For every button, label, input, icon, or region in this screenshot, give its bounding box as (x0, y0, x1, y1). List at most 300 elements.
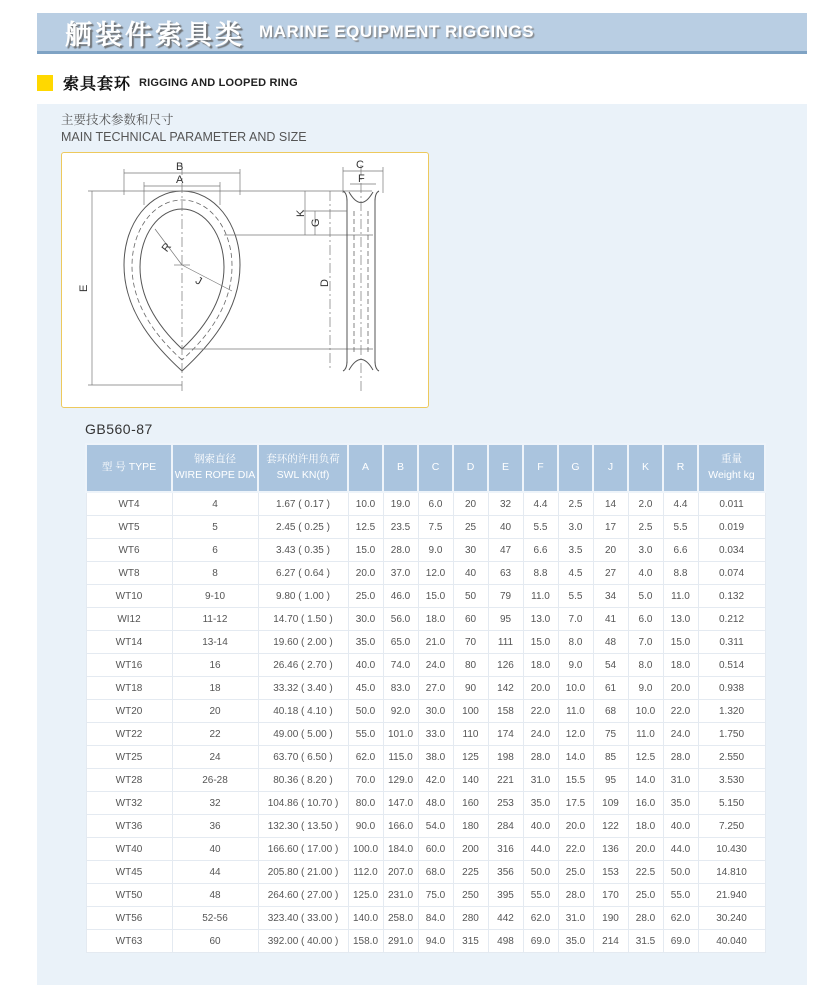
table-cell: 11-12 (172, 608, 258, 631)
table-cell: 125 (453, 746, 488, 769)
table-row (86, 654, 765, 677)
parameter-caption-en: MAIN TECHNICAL PARAMETER AND SIZE (61, 129, 307, 144)
table-cell: 65.0 (383, 631, 418, 654)
table-cell: 100 (453, 700, 488, 723)
table-cell: 12.5 (348, 516, 383, 539)
table-cell: 35.0 (523, 792, 558, 815)
table-row (86, 792, 765, 815)
table-cell: 15.0 (663, 631, 698, 654)
table-cell: 442 (488, 907, 523, 930)
table-cell: 16.0 (628, 792, 663, 815)
table-cell: 31.5 (628, 930, 663, 953)
table-row (86, 492, 765, 516)
table-cell: 14.70 ( 1.50 ) (258, 608, 348, 631)
table-cell: 19.60 ( 2.00 ) (258, 631, 348, 654)
thimble-technical-drawing (62, 153, 428, 407)
table-cell: 250 (453, 884, 488, 907)
table-cell: 40 (488, 516, 523, 539)
table-cell: 140 (453, 769, 488, 792)
table-cell: WT32 (86, 792, 172, 815)
table-cell: 11.0 (663, 585, 698, 608)
table-cell: 41 (593, 608, 628, 631)
table-cell: 90.0 (348, 815, 383, 838)
table-cell: 40.0 (523, 815, 558, 838)
table-cell: 8.8 (663, 562, 698, 585)
table-cell: 28.0 (558, 884, 593, 907)
table-cell: 174 (488, 723, 523, 746)
table-cell: 316 (488, 838, 523, 861)
table-cell: 315 (453, 930, 488, 953)
table-cell: 50 (453, 585, 488, 608)
table-cell: 0.938 (698, 677, 765, 700)
table-cell: 40 (172, 838, 258, 861)
column-header: 型 号 TYPE (86, 444, 172, 492)
table-row (86, 861, 765, 884)
table-cell: 1.750 (698, 723, 765, 746)
table-cell: 4.0 (628, 562, 663, 585)
dim-label-D: D (319, 279, 331, 287)
table-row (86, 585, 765, 608)
table-cell: 95 (593, 769, 628, 792)
table-cell: 205.80 ( 21.00 ) (258, 861, 348, 884)
table-cell: 20.0 (663, 677, 698, 700)
table-cell: 35.0 (663, 792, 698, 815)
table-cell: 0.311 (698, 631, 765, 654)
table-cell: WT22 (86, 723, 172, 746)
table-cell: 34 (593, 585, 628, 608)
table-cell: 63 (488, 562, 523, 585)
table-cell: 142 (488, 677, 523, 700)
table-cell: 25 (453, 516, 488, 539)
table-cell: 9-10 (172, 585, 258, 608)
table-cell: 61 (593, 677, 628, 700)
table-cell: WT6 (86, 539, 172, 562)
table-cell: 28.0 (383, 539, 418, 562)
table-cell: 0.034 (698, 539, 765, 562)
table-cell: 23.5 (383, 516, 418, 539)
table-cell: WI12 (86, 608, 172, 631)
table-cell: 3.530 (698, 769, 765, 792)
table-cell: 3.43 ( 0.35 ) (258, 539, 348, 562)
table-row (86, 723, 765, 746)
table-cell: 6 (172, 539, 258, 562)
table-cell: 109 (593, 792, 628, 815)
table-cell: 11.0 (628, 723, 663, 746)
section-title (37, 71, 298, 94)
table-cell: 126 (488, 654, 523, 677)
table-row (86, 631, 765, 654)
table-cell: 5.5 (663, 516, 698, 539)
table-cell: 158.0 (348, 930, 383, 953)
dim-label-C: C (356, 159, 364, 171)
table-cell: 79 (488, 585, 523, 608)
yellow-bullet-icon (37, 75, 53, 91)
table-cell: 0.011 (698, 492, 765, 516)
table-cell: 31.0 (558, 907, 593, 930)
table-cell: 2.5 (558, 492, 593, 516)
table-cell: 122 (593, 815, 628, 838)
column-header: A (348, 444, 383, 492)
dim-label-B: B (176, 161, 184, 173)
table-cell: WT5 (86, 516, 172, 539)
table-cell: 6.27 ( 0.64 ) (258, 562, 348, 585)
table-cell: 28.0 (628, 907, 663, 930)
table-cell: 16 (172, 654, 258, 677)
table-cell: WT28 (86, 769, 172, 792)
table-cell: 136 (593, 838, 628, 861)
table-cell: 50.0 (663, 861, 698, 884)
table-cell: 10.0 (348, 492, 383, 516)
table-cell: 7.5 (418, 516, 453, 539)
table-cell: 11.0 (523, 585, 558, 608)
table-cell: 22.0 (523, 700, 558, 723)
table-cell: 33.0 (418, 723, 453, 746)
table-cell: 6.6 (663, 539, 698, 562)
table-cell: 110 (453, 723, 488, 746)
table-cell: 28.0 (663, 746, 698, 769)
table-cell: 225 (453, 861, 488, 884)
table-cell: 115.0 (383, 746, 418, 769)
table-row (86, 815, 765, 838)
table-cell: 26.46 ( 2.70 ) (258, 654, 348, 677)
table-cell: 70 (453, 631, 488, 654)
table-cell: 40.040 (698, 930, 765, 953)
table-cell: 9.0 (558, 654, 593, 677)
table-cell: 2.45 ( 0.25 ) (258, 516, 348, 539)
table-cell: 56.0 (383, 608, 418, 631)
table-cell: 62.0 (523, 907, 558, 930)
table-cell: 35.0 (558, 930, 593, 953)
banner-title-en: MARINE EQUIPMENT RIGGINGS (259, 22, 535, 41)
table-cell: 5 (172, 516, 258, 539)
table-cell: 44 (172, 861, 258, 884)
table-cell: 68.0 (418, 861, 453, 884)
table-cell: 13-14 (172, 631, 258, 654)
table-cell: 180 (453, 815, 488, 838)
table-cell: 14.0 (628, 769, 663, 792)
table-cell: 13.0 (523, 608, 558, 631)
table-cell: 8 (172, 562, 258, 585)
column-header: E (488, 444, 523, 492)
table-cell: 9.0 (628, 677, 663, 700)
table-cell: 54.0 (418, 815, 453, 838)
table-cell: 62.0 (348, 746, 383, 769)
table-cell: 6.0 (418, 492, 453, 516)
table-cell: 4.5 (558, 562, 593, 585)
table-cell: 11.0 (558, 700, 593, 723)
table-cell: 60 (172, 930, 258, 953)
table-cell: 214 (593, 930, 628, 953)
column-header: 重量 Weight kg (698, 444, 765, 492)
table-cell: 26-28 (172, 769, 258, 792)
table-cell: 200 (453, 838, 488, 861)
table-cell: 498 (488, 930, 523, 953)
table-cell: 80.36 ( 8.20 ) (258, 769, 348, 792)
table-cell: 100.0 (348, 838, 383, 861)
table-cell: 25.0 (558, 861, 593, 884)
table-cell: 4.4 (663, 492, 698, 516)
table-cell: 40.18 ( 4.10 ) (258, 700, 348, 723)
table-cell: 27.0 (418, 677, 453, 700)
table-cell: 94.0 (418, 930, 453, 953)
table-row (86, 746, 765, 769)
table-row (86, 539, 765, 562)
table-cell: 22 (172, 723, 258, 746)
table-cell: 55.0 (523, 884, 558, 907)
table-row (86, 838, 765, 861)
table-cell: WT50 (86, 884, 172, 907)
table-cell: 75 (593, 723, 628, 746)
table-cell: 85 (593, 746, 628, 769)
table-cell: 207.0 (383, 861, 418, 884)
table-cell: WT20 (86, 700, 172, 723)
table-cell: 35.0 (348, 631, 383, 654)
table-cell: 3.0 (628, 539, 663, 562)
column-header: D (453, 444, 488, 492)
table-cell: 25.0 (628, 884, 663, 907)
table-row (86, 930, 765, 953)
table-cell: 6.0 (628, 608, 663, 631)
table-cell: 18.0 (418, 608, 453, 631)
table-cell: 111 (488, 631, 523, 654)
table-cell: 49.00 ( 5.00 ) (258, 723, 348, 746)
table-cell: 55.0 (663, 884, 698, 907)
table-cell: 3.5 (558, 539, 593, 562)
table-cell: 0.019 (698, 516, 765, 539)
table-cell: 37.0 (383, 562, 418, 585)
table-cell: WT10 (86, 585, 172, 608)
table-cell: 14.810 (698, 861, 765, 884)
table-cell: 20 (593, 539, 628, 562)
table-cell: 15.0 (348, 539, 383, 562)
table-cell: 129.0 (383, 769, 418, 792)
table-cell: 5.150 (698, 792, 765, 815)
table-cell: 46.0 (383, 585, 418, 608)
table-cell: 75.0 (418, 884, 453, 907)
table-cell: 18.0 (663, 654, 698, 677)
table-cell: 356 (488, 861, 523, 884)
table-cell: 125.0 (348, 884, 383, 907)
table-cell: 104.86 ( 10.70 ) (258, 792, 348, 815)
table-cell: 31.0 (663, 769, 698, 792)
table-cell: 40 (453, 562, 488, 585)
table-cell: 184.0 (383, 838, 418, 861)
table-cell: 190 (593, 907, 628, 930)
table-cell: 74.0 (383, 654, 418, 677)
table-cell: 19.0 (383, 492, 418, 516)
table-cell: 12.0 (418, 562, 453, 585)
table-cell: 101.0 (383, 723, 418, 746)
table-cell: 24.0 (523, 723, 558, 746)
page-header-banner (37, 13, 807, 54)
table-cell: 63.70 ( 6.50 ) (258, 746, 348, 769)
table-cell: 10.0 (558, 677, 593, 700)
table-cell: 62.0 (663, 907, 698, 930)
table-cell: WT16 (86, 654, 172, 677)
table-cell: 2.5 (628, 516, 663, 539)
table-cell: 30 (453, 539, 488, 562)
table-cell: 5.5 (558, 585, 593, 608)
table-cell: 5.5 (523, 516, 558, 539)
table-cell: 55.0 (348, 723, 383, 746)
column-header: J (593, 444, 628, 492)
table-cell: 12.5 (628, 746, 663, 769)
table-cell: 68 (593, 700, 628, 723)
table-cell: 24.0 (663, 723, 698, 746)
dim-label-J: J (193, 274, 204, 288)
table-cell: 50.0 (523, 861, 558, 884)
table-cell: WT63 (86, 930, 172, 953)
table-cell: 392.00 ( 40.00 ) (258, 930, 348, 953)
table-cell: 60 (453, 608, 488, 631)
table-cell: 221 (488, 769, 523, 792)
table-cell: 147.0 (383, 792, 418, 815)
table-cell: 198 (488, 746, 523, 769)
table-cell: 264.60 ( 27.00 ) (258, 884, 348, 907)
table-cell: 38.0 (418, 746, 453, 769)
table-cell: 8.8 (523, 562, 558, 585)
table-cell: 7.0 (558, 608, 593, 631)
table-cell: 18.0 (523, 654, 558, 677)
table-row (86, 677, 765, 700)
table-cell: 8.0 (558, 631, 593, 654)
table-cell: 48 (593, 631, 628, 654)
table-cell: WT36 (86, 815, 172, 838)
table-cell: 30.0 (418, 700, 453, 723)
table-cell: 253 (488, 792, 523, 815)
table-cell: WT45 (86, 861, 172, 884)
table-cell: 2.0 (628, 492, 663, 516)
dim-label-A: A (176, 174, 184, 186)
table-cell: 33.32 ( 3.40 ) (258, 677, 348, 700)
table-cell: 17.5 (558, 792, 593, 815)
table-cell: 54 (593, 654, 628, 677)
table-cell: 323.40 ( 33.00 ) (258, 907, 348, 930)
table-cell: 83.0 (383, 677, 418, 700)
table-cell: 90 (453, 677, 488, 700)
table-cell: 69.0 (663, 930, 698, 953)
table-cell: 42.0 (418, 769, 453, 792)
column-header: 套环的许用负荷 SWL KN(tf) (258, 444, 348, 492)
table-cell: 170 (593, 884, 628, 907)
table-cell: 80 (453, 654, 488, 677)
spec-table-body (86, 492, 765, 953)
table-cell: 140.0 (348, 907, 383, 930)
spec-table-head-row (86, 444, 765, 492)
table-cell: 395 (488, 884, 523, 907)
table-cell: 0.132 (698, 585, 765, 608)
dim-label-K: K (295, 209, 307, 217)
table-cell: 8.0 (628, 654, 663, 677)
parameter-caption (61, 112, 307, 146)
spec-table (85, 443, 766, 953)
standard-number-label: GB560-87 (85, 421, 153, 437)
table-cell: 27 (593, 562, 628, 585)
table-row (86, 516, 765, 539)
table-cell: 47 (488, 539, 523, 562)
table-cell: 112.0 (348, 861, 383, 884)
table-cell: 28.0 (523, 746, 558, 769)
table-row (86, 562, 765, 585)
section-title-zh: 索具套环 (63, 76, 132, 93)
table-cell: 48.0 (418, 792, 453, 815)
table-cell: 18.0 (628, 815, 663, 838)
table-cell: 3.0 (558, 516, 593, 539)
table-cell: 20.0 (558, 815, 593, 838)
table-cell: 20.0 (348, 562, 383, 585)
table-cell: 9.0 (418, 539, 453, 562)
table-cell: 32 (488, 492, 523, 516)
table-cell: 14.0 (558, 746, 593, 769)
table-cell: 69.0 (523, 930, 558, 953)
column-header: F (523, 444, 558, 492)
table-cell: WT40 (86, 838, 172, 861)
table-cell: 20.0 (628, 838, 663, 861)
table-cell: 166.60 ( 17.00 ) (258, 838, 348, 861)
table-row (86, 907, 765, 930)
table-cell: 158 (488, 700, 523, 723)
table-cell: WT18 (86, 677, 172, 700)
table-cell: 0.514 (698, 654, 765, 677)
column-header: B (383, 444, 418, 492)
table-cell: 22.5 (628, 861, 663, 884)
table-cell: 7.0 (628, 631, 663, 654)
table-cell: 15.0 (418, 585, 453, 608)
table-cell: 36 (172, 815, 258, 838)
table-cell: 160 (453, 792, 488, 815)
table-cell: 13.0 (663, 608, 698, 631)
table-cell: 44.0 (523, 838, 558, 861)
table-cell: 80.0 (348, 792, 383, 815)
table-cell: 10.430 (698, 838, 765, 861)
table-cell: 6.6 (523, 539, 558, 562)
table-cell: 258.0 (383, 907, 418, 930)
banner-title-zh: 舾装件索具类 (65, 19, 245, 50)
table-cell: 95 (488, 608, 523, 631)
table-cell: 4.4 (523, 492, 558, 516)
table-cell: 14 (593, 492, 628, 516)
table-cell: WT56 (86, 907, 172, 930)
table-cell: 18 (172, 677, 258, 700)
table-cell: 24.0 (418, 654, 453, 677)
table-cell: 45.0 (348, 677, 383, 700)
table-cell: 15.0 (523, 631, 558, 654)
column-header: K (628, 444, 663, 492)
table-cell: 40.0 (663, 815, 698, 838)
table-cell: WT25 (86, 746, 172, 769)
table-cell: 20 (453, 492, 488, 516)
column-header: R (663, 444, 698, 492)
table-row (86, 769, 765, 792)
table-cell: 20 (172, 700, 258, 723)
table-cell: WT4 (86, 492, 172, 516)
table-cell: 30.240 (698, 907, 765, 930)
technical-drawing-box (61, 152, 429, 408)
table-cell: 0.212 (698, 608, 765, 631)
table-cell: 2.550 (698, 746, 765, 769)
table-cell: 291.0 (383, 930, 418, 953)
table-cell: 84.0 (418, 907, 453, 930)
table-cell: 30.0 (348, 608, 383, 631)
table-cell: 92.0 (383, 700, 418, 723)
parameter-caption-zh: 主要技术参数和尺寸 (61, 113, 174, 127)
table-cell: 48 (172, 884, 258, 907)
table-cell: 50.0 (348, 700, 383, 723)
table-cell: 231.0 (383, 884, 418, 907)
table-cell: 4 (172, 492, 258, 516)
column-header: C (418, 444, 453, 492)
content-panel (37, 104, 807, 985)
